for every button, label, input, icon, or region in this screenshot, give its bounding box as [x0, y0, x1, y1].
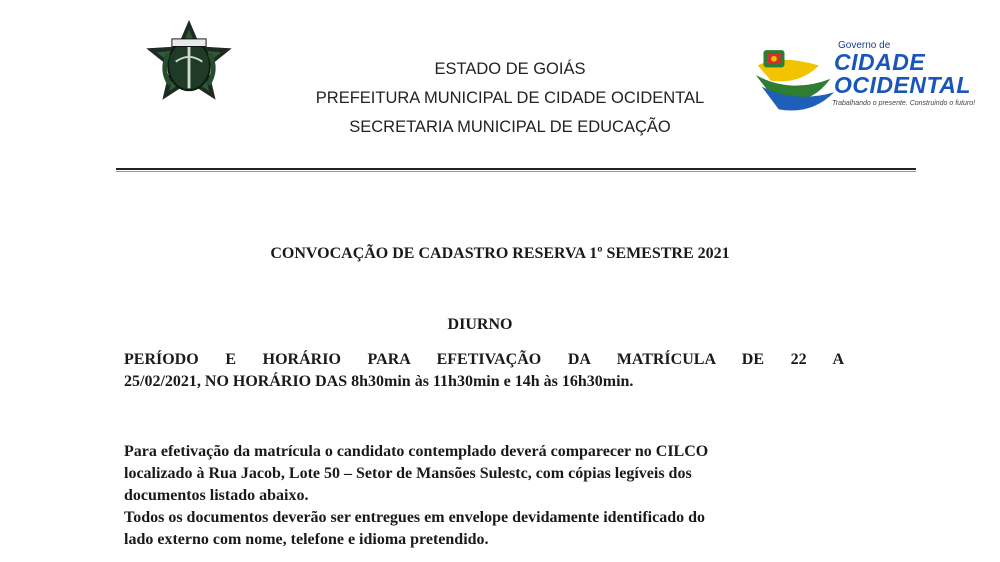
municipal-crest-icon: [140, 18, 238, 113]
government-logo: [752, 36, 976, 126]
prefecture-name: PREFEITURA MUNICIPAL DE CIDADE OCIDENTAL: [315, 89, 705, 107]
logo-small-text: Governo de: [838, 40, 891, 51]
document-title: CONVOCAÇÃO DE CADASTRO RESERVA 1º SEMESTRE 2021: [270, 245, 730, 262]
body-line-1: Para efetivação da matrícula o candidato contemplado deverá comparecer no CILCO: [124, 443, 709, 460]
state-name: ESTADO DE GOIÁS: [434, 60, 586, 78]
instructions-paragraph: [124, 441, 844, 551]
period-line-2: 25/02/2021, NO HORÁRIO DAS 8h30min às 11h30min e 14h às 16h30min.: [124, 373, 634, 390]
logo-slogan: Trabalhando o presente. Construindo o futuro!: [832, 100, 976, 107]
shift-heading: DIURNO: [447, 316, 513, 333]
header-divider: [116, 168, 916, 170]
body-line-5: lado externo com nome, telefone e idioma pretendido.: [124, 531, 489, 548]
period-line-1: PERÍODO E HORÁRIO PARA EFETIVAÇÃO DA MATRÍCULA DE 22 A: [124, 351, 844, 368]
logo-big-text-2: OCIDENTAL: [834, 72, 971, 98]
secretariat-name: SECRETARIA MUNICIPAL DE EDUCAÇÃO: [349, 118, 671, 136]
header-divider-shadow: [116, 171, 916, 172]
government-logo-icon: [752, 36, 838, 114]
body-line-3: documentos listado abaixo.: [124, 487, 309, 504]
body-line-4: Todos os documentos deverão ser entregues em envelope devidamente identificado do: [124, 509, 706, 526]
period-paragraph: [124, 349, 844, 393]
logo-big-text-1: CIDADE: [834, 49, 926, 75]
body-line-2: localizado à Rua Jacob, Lote 50 – Setor de Mansões Sulestc, com cópias legíveis dos: [124, 465, 692, 482]
